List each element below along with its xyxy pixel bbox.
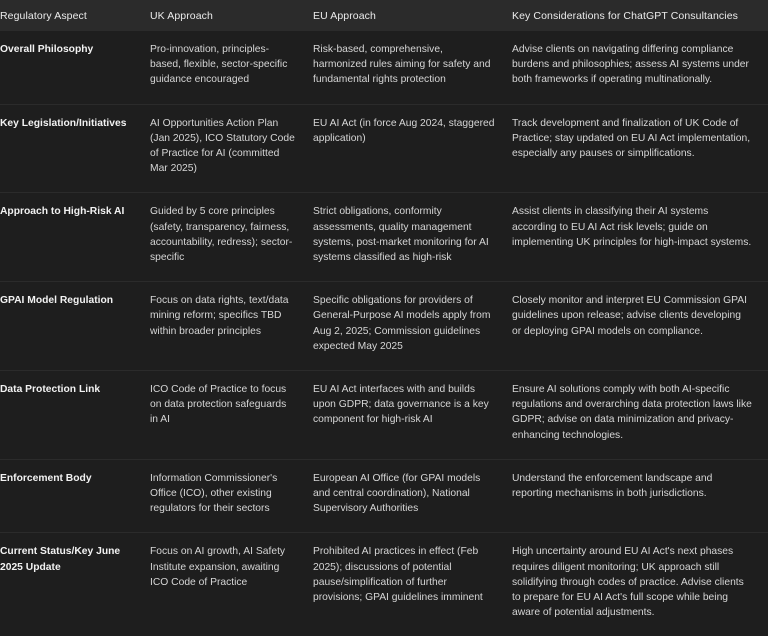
cell-regulatory-aspect: Current Status/Key June 2025 Update	[0, 546, 121, 573]
table-row	[0, 371, 768, 460]
cell-regulatory-aspect: Data Protection Link	[0, 384, 101, 396]
cell-eu-approach: EU AI Act (in force Aug 2024, staggered application)	[313, 117, 495, 144]
cell-key-considerations: Assist clients in classifying their AI systems according to EU AI Act risk levels; guide on implementing UK principles for high-impact systems.	[512, 206, 752, 248]
table-row	[0, 459, 768, 533]
cell-eu-approach: European AI Office (for GPAI models and central coordination), National Supervisory Authorities	[313, 472, 481, 515]
cell-eu-approach: Risk-based, comprehensive, harmonized rules aiming for safety and fundamental rights protection	[313, 44, 491, 86]
column-header-eu-approach: EU Approach	[313, 9, 376, 22]
table-row	[0, 282, 768, 371]
table-row	[0, 533, 768, 636]
table-header-row	[0, 0, 768, 31]
cell-eu-approach: Strict obligations, conformity assessments, quality management systems, post-market monitoring for AI systems classified as high-risk	[313, 206, 489, 264]
cell-regulatory-aspect: Overall Philosophy	[0, 44, 94, 55]
table-row	[0, 193, 768, 282]
cell-uk-approach: Guided by 5 core principles (safety, transparency, fairness, accountability, redress); sector-specific	[150, 206, 293, 264]
cell-eu-approach: EU AI Act interfaces with and builds upon GDPR; data governance is a key component for high-risk AI	[313, 384, 489, 426]
cell-key-considerations: Track development and finalization of UK Code of Practice; stay updated on EU AI Act implementation, especially any pauses or simplifications.	[512, 117, 751, 160]
cell-eu-approach: Prohibited AI practices in effect (Feb 2025); discussions of potential pause/simplification of further provisions; GPAI guidelines imminent	[313, 546, 483, 604]
cell-key-considerations: Understand the enforcement landscape and reporting mechanisms in both jurisdictions.	[512, 472, 713, 500]
cell-key-considerations: High uncertainty around EU AI Act's next phases requires diligent monitoring; UK approach still solidifying through codes of practice. Advise clients to prepare for EU AI Act's full scope while being aware of potential adjustments.	[512, 546, 744, 619]
column-header-key-considerations: Key Considerations for ChatGPT Consultancies	[512, 9, 738, 22]
cell-uk-approach: AI Opportunities Action Plan (Jan 2025), ICO Statutory Code of Practice for AI (committed Mar 2025)	[150, 117, 295, 175]
cell-key-considerations: Advise clients on navigating differing compliance burdens and philosophies; assess AI systems under both frameworks if operating multinationally.	[512, 44, 749, 86]
column-header-regulatory-aspect: Regulatory Aspect	[0, 9, 87, 22]
cell-regulatory-aspect: GPAI Model Regulation	[0, 295, 114, 307]
cell-regulatory-aspect: Approach to High-Risk AI	[0, 206, 125, 218]
table-header	[0, 0, 768, 31]
cell-key-considerations: Ensure AI solutions comply with both AI-specific regulations and overarching data protection laws like GDPR; advise on data minimization and privacy-enhancing technologies.	[512, 384, 752, 441]
table-body	[0, 31, 768, 636]
cell-key-considerations: Closely monitor and interpret EU Commission GPAI guidelines upon release; advise clients developing or deploying GPAI models on compliance.	[512, 295, 748, 337]
cell-uk-approach: Focus on data rights, text/data mining reform; specifics TBD within broader principles	[150, 295, 289, 337]
cell-uk-approach: ICO Code of Practice to focus on data protection safeguards in AI	[150, 384, 287, 426]
cell-uk-approach: Focus on AI growth, AI Safety Institute expansion, awaiting ICO Code of Practice	[150, 546, 286, 588]
cell-regulatory-aspect: Key Legislation/Initiatives	[0, 117, 127, 129]
column-header-uk-approach: UK Approach	[150, 9, 213, 22]
cell-regulatory-aspect: Enforcement Body	[0, 472, 92, 484]
cell-uk-approach: Information Commissioner's Office (ICO), other existing regulators for their sectors	[150, 472, 278, 515]
table-row	[0, 104, 768, 193]
table-row	[0, 31, 768, 104]
cell-uk-approach: Pro-innovation, principles-based, flexible, sector-specific guidance encouraged	[150, 44, 288, 86]
cell-eu-approach: Specific obligations for providers of General-Purpose AI models apply from Aug 2, 2025; Commission guidelines expected May 2025	[313, 295, 491, 352]
